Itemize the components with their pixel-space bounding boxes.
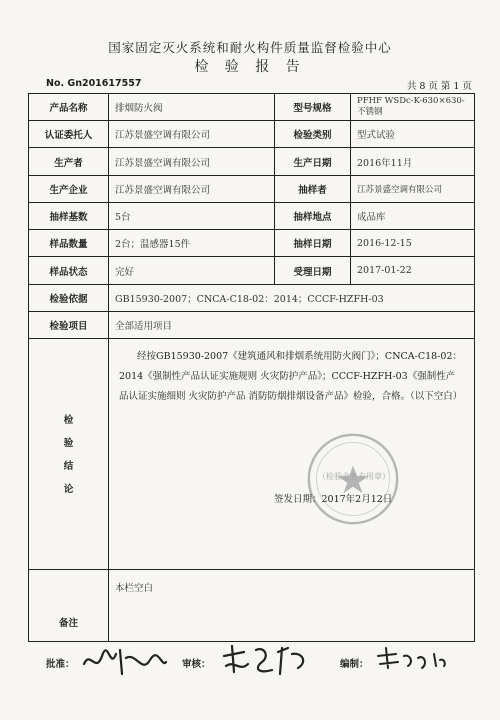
report-table [28, 93, 475, 642]
approve-label: 批准： [46, 659, 75, 670]
table-row [29, 121, 475, 148]
value-client: 江苏景盛空调有限公司 [109, 121, 275, 148]
label-production-date: 生产日期 [275, 148, 351, 175]
value-inspection-type: 型式试验 [351, 121, 475, 148]
org-name: 国家固定灭火系统和耐火构件质量监督检验中心 [108, 40, 392, 55]
conclusion-text: 经按GB15930-2007《建筑通风和排烟系统用防火阀门》；CNCA-C18-02：2014《强制性产品认证实施规则 火灾防护产品》；CCCF-HZFH-03《强制性产品认证实施细则 火灾防护产品 消防防烟排烟设备产品》检验，合格。（以下空白） [119, 351, 463, 403]
label-manufacturer: 生产企业 [29, 175, 109, 202]
label-client: 认证委托人 [29, 121, 109, 148]
label-received-date: 受理日期 [275, 257, 351, 284]
label-items: 检验项目 [29, 311, 109, 338]
table-row [29, 339, 475, 570]
label-sampler: 抽样者 [275, 175, 351, 202]
value-sampling-site: 成品库 [351, 202, 475, 229]
conclusion-char: 结 [63, 461, 74, 473]
label-sample-qty: 样品数量 [29, 230, 109, 257]
table-row [29, 569, 475, 641]
label-product-name: 产品名称 [29, 94, 109, 121]
label-sample-base: 抽样基数 [29, 202, 109, 229]
table-row [29, 202, 475, 229]
value-sampling-date: 2016-12-15 [351, 230, 475, 257]
label-conclusion [29, 339, 109, 570]
table-row [29, 148, 475, 175]
label-producer: 生产者 [29, 148, 109, 175]
value-producer: 江苏景盛空调有限公司 [109, 148, 275, 175]
conclusion-char: 论 [63, 484, 74, 496]
conclusion-cell [109, 339, 475, 570]
value-sample-qty: 2台；温感器15件 [109, 230, 275, 257]
report-title: 检 验 报 告 [194, 59, 306, 75]
value-items: 全部适用项目 [109, 311, 475, 338]
label-inspection-type: 检验类别 [275, 121, 351, 148]
table-row [29, 257, 475, 284]
page-indicator: 共 8 页 第 1 页 [406, 81, 472, 92]
label-model-spec: 型号规格 [275, 94, 351, 121]
value-received-date: 2017-01-22 [351, 257, 475, 284]
value-sampler: 江苏景盛空调有限公司 [351, 175, 475, 202]
review-label: 审核： [182, 659, 211, 670]
conclusion-char: 检 [63, 415, 74, 427]
conclusion-char: 验 [63, 438, 74, 450]
sign-date: 签发日期：2017年2月12日 [274, 494, 393, 506]
label-basis: 检验依据 [29, 284, 109, 311]
report-number: No. Gn201617557 [46, 78, 142, 89]
table-row [29, 284, 475, 311]
approver-signature-icon [80, 644, 170, 678]
compiler-signature-icon [374, 646, 450, 674]
label-sample-status: 样品状态 [29, 257, 109, 284]
value-model-spec: PFHF WSDc-K-630×630-不锈钢 [351, 94, 475, 121]
label-sampling-site: 抽样地点 [275, 202, 351, 229]
table-row [29, 311, 475, 338]
table-row [29, 94, 475, 121]
value-sample-status: 完好 [109, 257, 275, 284]
label-remarks: 备注 [29, 569, 109, 641]
table-row [29, 175, 475, 202]
label-sampling-date: 抽样日期 [275, 230, 351, 257]
value-product-name: 排烟防火阀 [109, 94, 275, 121]
table-row [29, 230, 475, 257]
value-production-date: 2016年11月 [351, 148, 475, 175]
value-sample-base: 5台 [109, 202, 275, 229]
reviewer-signature-icon [218, 642, 314, 678]
stamp-label: （检验业务专用章） [318, 472, 390, 482]
value-manufacturer: 江苏景盛空调有限公司 [109, 175, 275, 202]
compile-label: 编制： [340, 659, 369, 670]
value-basis: GB15930-2007；CNCA-C18-02：2014；CCCF-HZFH-03 [109, 284, 475, 311]
value-remarks: 本栏空白 [109, 569, 475, 641]
